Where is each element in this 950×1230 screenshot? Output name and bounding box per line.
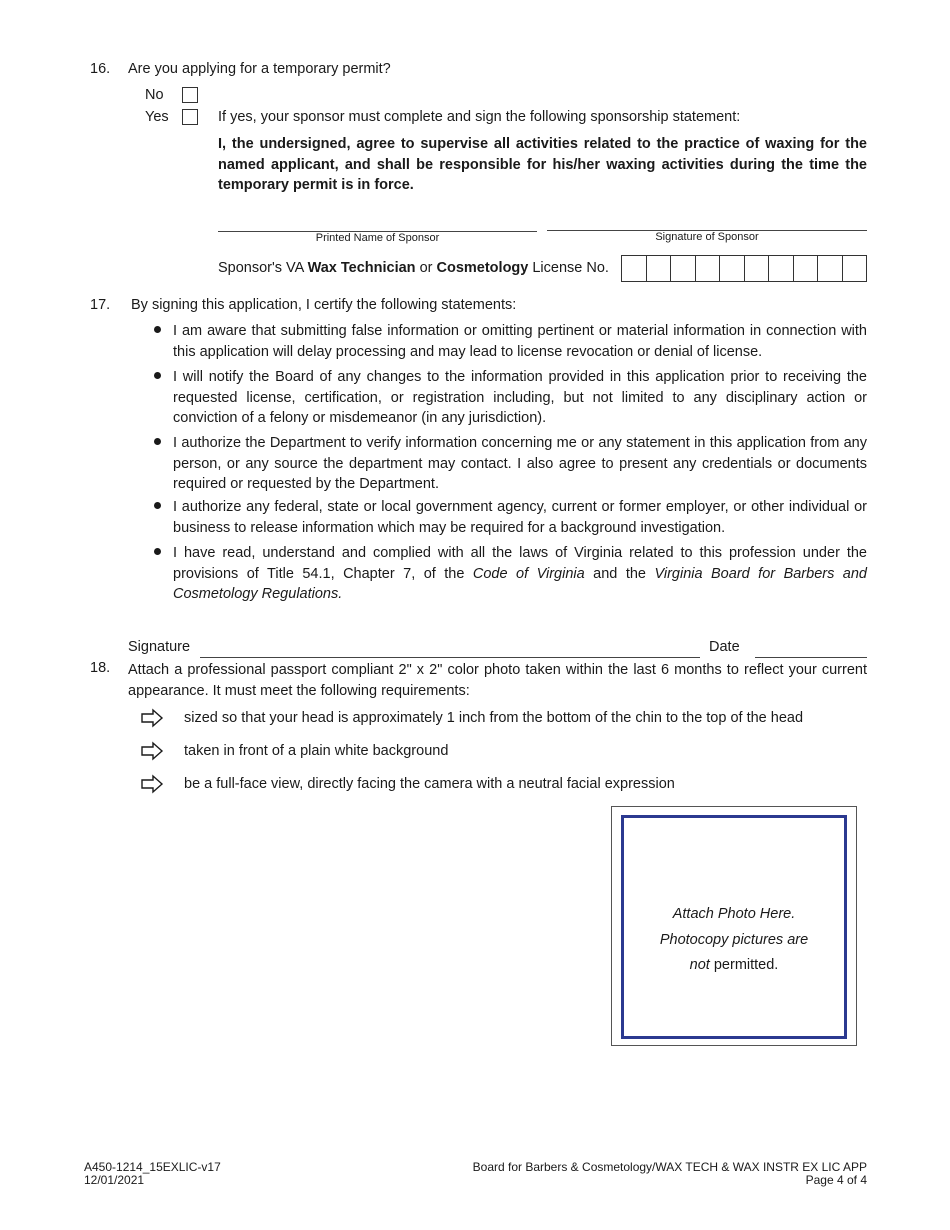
requirement-text: taken in front of a plain white background [184, 743, 449, 759]
bullet-text: I authorize the Department to verify information concerning me or any statement in this application from any person, or any source the department may contact. I also agree to present any credentials or documents required or requested by the Department. [173, 435, 867, 492]
license-cosmo: Cosmetology [436, 260, 529, 276]
certification-bullet [173, 543, 867, 605]
photo-instructions [621, 902, 847, 979]
certification-bullet [173, 433, 867, 495]
license-digit-box[interactable] [647, 256, 672, 281]
no-label: No [145, 87, 164, 103]
bullet-dot [154, 438, 161, 445]
bullet-text: I authorize any federal, state or local government agency, current or former employer, or other individual or business to release information which may be required for a background investigation. [173, 499, 867, 536]
arrow-right-icon [140, 774, 164, 794]
requirement-text: sized so that your head is approximately 1 inch from the bottom of the chin to the top of the head [184, 710, 804, 726]
bullet-dot [154, 502, 161, 509]
license-digit-box[interactable] [769, 256, 794, 281]
bullet-text: I am aware that submitting false information or omitting pertinent or material information in connection with this application will delay processing and may lead to license revocation or denial of license. [173, 323, 867, 360]
signature-line[interactable] [200, 657, 700, 658]
license-prefix: Sponsor's VA [218, 260, 308, 276]
date-label: Date [709, 639, 740, 655]
photo-line3 [621, 953, 847, 979]
license-digit-box[interactable] [745, 256, 770, 281]
license-digit-box[interactable] [622, 256, 647, 281]
q17-number: 17. [90, 297, 111, 313]
form-id: A450-1214_15EXLIC-v17 [84, 1160, 221, 1174]
date-line[interactable] [755, 657, 867, 658]
certification-bullet [173, 321, 867, 362]
sponsor-signature-caption: Signature of Sponsor [655, 231, 759, 243]
no-checkbox[interactable] [182, 87, 198, 103]
q18-text: Attach a professional passport compliant 2" x 2" color photo taken within the last 6 months to reflect your current appearance. It must meet the following requirements: [128, 662, 867, 699]
q16-question: Are you applying for a temporary permit? [128, 61, 391, 77]
yes-note: If yes, your sponsor must complete and sign the following sponsorship statement: [218, 109, 741, 125]
yes-checkbox[interactable] [182, 109, 198, 125]
license-digit-box[interactable] [818, 256, 843, 281]
license-digit-box[interactable] [794, 256, 819, 281]
license-digit-box[interactable] [720, 256, 745, 281]
license-or: or [415, 260, 437, 276]
footer-right [400, 1161, 867, 1187]
signature-label: Signature [128, 639, 191, 655]
q17-intro: By signing this application, I certify the following statements: [131, 297, 517, 313]
license-digit-box[interactable] [696, 256, 721, 281]
printed-name-caption: Printed Name of Sponsor [315, 232, 440, 244]
yes-label: Yes [145, 109, 169, 125]
license-wax: Wax Technician [307, 260, 416, 276]
arrow-right-icon [140, 741, 164, 761]
q18-number: 18. [90, 660, 111, 676]
photo-not: not [689, 957, 710, 973]
bullet5-and: and the [584, 565, 655, 582]
license-label [218, 260, 609, 276]
bullet-dot [154, 326, 161, 333]
footer-left [84, 1161, 221, 1187]
board-name: Board for Barbers & Cosmetology/WAX TECH & WAX INSTR EX LIC APP [472, 1160, 867, 1174]
code-of-virginia: Code of Virginia [472, 565, 585, 582]
license-digit-box[interactable] [671, 256, 696, 281]
license-digit-box[interactable] [843, 256, 867, 281]
bullet5-text: I have read, understand and complied with all the laws of Virginia related to this profession under the provisions of Title 54.1, Chapter 7, of the [173, 545, 867, 582]
license-number-boxes[interactable] [621, 255, 867, 282]
regulations-title: Virginia Board for Barbers and Cosmetology Regulations. [173, 565, 867, 602]
bullet-dot [154, 372, 161, 379]
requirement-text: be a full-face view, directly facing the camera with a neutral facial expression [184, 776, 675, 792]
sponsorship-statement: I, the undersigned, agree to supervise all activities related to the practice of waxing for the named applicant, and shall be responsible for his/her waxing activities during the time the temporary permit is in force. [218, 136, 867, 193]
arrow-right-icon [140, 708, 164, 728]
license-suffix: License No. [528, 260, 609, 276]
bullet-dot [154, 548, 161, 555]
q16-number: 16. [90, 61, 111, 77]
certification-bullet [173, 497, 867, 538]
photo-permitted: permitted. [709, 957, 779, 973]
certification-bullet [173, 367, 867, 429]
photo-line1: Attach Photo Here. [672, 906, 796, 922]
photo-line2: Photocopy pictures are [659, 931, 809, 948]
page-number: Page 4 of 4 [805, 1173, 867, 1187]
bullet-text: I will notify the Board of any changes to the information provided in this application prior to receiving the requested license, certification, or registration including, but not limited to any disciplinary action or conviction of a felony or misdemeanor (in any jurisdiction). [173, 369, 867, 426]
form-date: 12/01/2021 [84, 1173, 145, 1187]
